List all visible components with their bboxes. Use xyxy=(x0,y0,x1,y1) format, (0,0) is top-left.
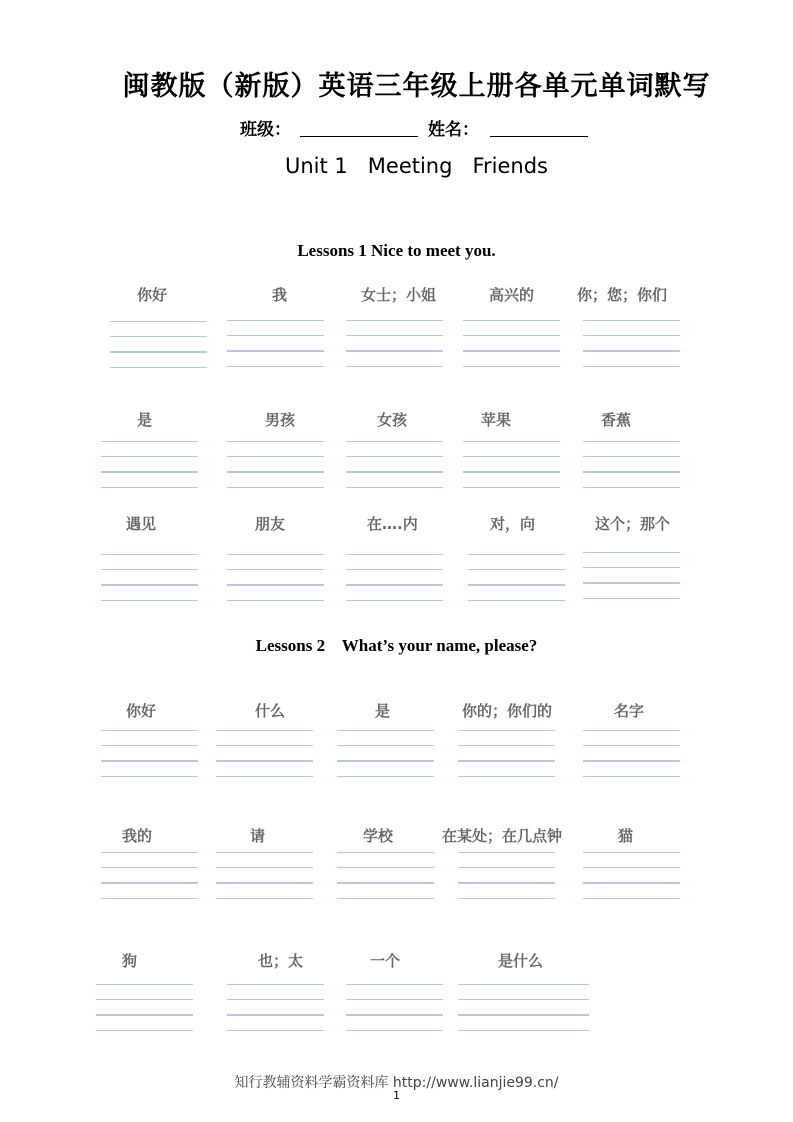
writing-lines[interactable] xyxy=(583,730,680,791)
word: 对，向 xyxy=(490,515,536,533)
writing-lines[interactable] xyxy=(583,441,680,502)
word: 朋友 xyxy=(255,515,286,533)
writing-lines[interactable] xyxy=(101,554,198,615)
word: 高兴的 xyxy=(489,286,535,304)
word: 学校 xyxy=(363,827,394,845)
writing-lines[interactable] xyxy=(227,320,324,381)
word: 请 xyxy=(250,827,266,845)
page-number: 1 xyxy=(393,1089,400,1102)
word: 猫 xyxy=(618,827,634,845)
writing-lines[interactable] xyxy=(96,984,193,1045)
page-title: 闽教版（新版）英语三年级上册各单元单词默写 xyxy=(122,71,711,102)
writing-lines[interactable] xyxy=(458,730,555,791)
writing-lines[interactable] xyxy=(458,984,589,1045)
writing-lines[interactable] xyxy=(583,852,680,913)
word: 我 xyxy=(272,286,288,304)
name-label: 姓名： xyxy=(428,120,479,140)
name-blank[interactable] xyxy=(490,136,588,137)
word: 这个；那个 xyxy=(595,515,671,533)
lesson1-title: Lessons 1 Nice to meet you. xyxy=(297,241,496,260)
class-blank[interactable] xyxy=(300,136,418,137)
writing-lines[interactable] xyxy=(337,852,434,913)
writing-lines[interactable] xyxy=(458,852,555,913)
footer-source: 知行教辅资料学霸资料库 http://www.lianjie99.cn/ xyxy=(234,1075,559,1091)
writing-lines[interactable] xyxy=(227,554,324,615)
word: 你好 xyxy=(126,702,157,720)
word: 是什么 xyxy=(498,952,544,970)
writing-lines[interactable] xyxy=(346,554,443,615)
unit-heading xyxy=(0,154,793,178)
writing-lines[interactable] xyxy=(101,441,198,502)
word: 男孩 xyxy=(265,411,296,429)
writing-lines[interactable] xyxy=(101,852,198,913)
writing-lines[interactable] xyxy=(468,554,565,615)
writing-lines[interactable] xyxy=(337,730,434,791)
word: 是 xyxy=(375,702,391,720)
word: 你的；你们的 xyxy=(462,702,553,720)
writing-lines[interactable] xyxy=(110,321,207,382)
writing-lines[interactable] xyxy=(583,552,680,613)
word: 遇见 xyxy=(126,515,157,533)
writing-lines[interactable] xyxy=(216,730,313,791)
word: 你；您；你们 xyxy=(577,286,668,304)
unit-name: Meeting Friends xyxy=(367,154,548,178)
word: 女孩 xyxy=(377,411,408,429)
word: 名字 xyxy=(614,702,645,720)
word: 一个 xyxy=(370,952,401,970)
writing-lines[interactable] xyxy=(583,320,680,381)
class-label: 班级： xyxy=(240,120,291,140)
word: 狗 xyxy=(122,952,138,970)
word: 是 xyxy=(137,411,153,429)
writing-lines[interactable] xyxy=(227,441,324,502)
writing-lines[interactable] xyxy=(101,730,198,791)
word: 我的 xyxy=(122,827,153,845)
word: 在某处；在几点钟 xyxy=(442,827,563,845)
writing-lines[interactable] xyxy=(346,441,443,502)
word: 女士；小姐 xyxy=(361,286,437,304)
writing-lines[interactable] xyxy=(346,984,443,1045)
writing-lines[interactable] xyxy=(346,320,443,381)
word: 香蕉 xyxy=(601,411,632,429)
word: 也；太 xyxy=(258,952,304,970)
word: 什么 xyxy=(255,702,286,720)
writing-lines[interactable] xyxy=(463,320,560,381)
lesson2-title: Lessons 2 What’s your name, please? xyxy=(255,636,538,655)
writing-lines[interactable] xyxy=(227,984,324,1045)
writing-lines[interactable] xyxy=(216,852,313,913)
word: 在….内 xyxy=(367,515,418,533)
word: 苹果 xyxy=(481,411,512,429)
word: 你好 xyxy=(137,286,168,304)
unit-label: Unit 1 xyxy=(284,154,348,178)
writing-lines[interactable] xyxy=(463,441,560,502)
